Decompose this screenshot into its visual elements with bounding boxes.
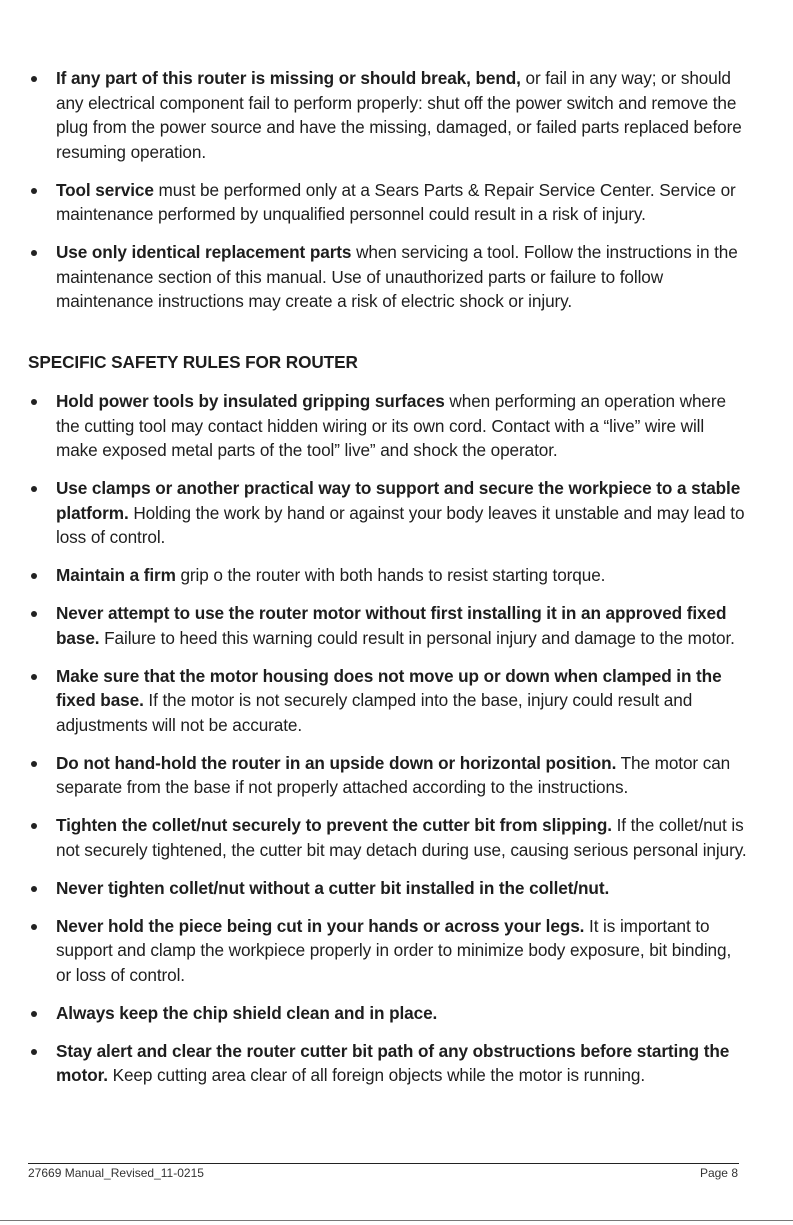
- rule-item: [28, 813, 748, 862]
- rule-text: The motor can separate from the base if not properly attached according to the instructions.: [56, 752, 731, 797]
- rule-bold-text: Tighten the collet/nut securely to prevent the cutter bit from slipping.: [56, 815, 612, 835]
- bullet-icon: [31, 486, 37, 492]
- rule-bold-text: Never tighten collet/nut without a cutter bit installed in the collet/nut.: [56, 877, 610, 898]
- rule-item: [28, 178, 748, 227]
- bullet-icon: [31, 1049, 37, 1055]
- footer-page-number: Page 8: [699, 1166, 738, 1180]
- rule-bold-text: Do not hand-hold the router in an upside down or horizontal position.: [56, 752, 617, 773]
- footer-doc-id: 27669 Manual_Revised_11-0215: [28, 1166, 204, 1180]
- rule-bold-text: Use clamps or another practical way to support and secure the workpiece to a stable platform.: [56, 478, 741, 523]
- bullet-icon: [31, 886, 37, 892]
- rule-bold-text: Use only identical replacement parts: [56, 242, 352, 262]
- bullet-icon: [31, 823, 37, 829]
- rule-bold-text: Always keep the chip shield clean and in place.: [56, 1002, 438, 1023]
- rule-text: If the collet/nut is not securely tightened, the cutter bit may detach during use, causing serious personal injury.: [56, 815, 747, 860]
- rule-bold-text: Stay alert and clear the router cutter bit path of any obstructions before starting the motor.: [56, 1040, 730, 1085]
- rule-item: [28, 1001, 748, 1026]
- bullet-icon: [31, 76, 37, 82]
- rule-item: [28, 601, 748, 650]
- general-rules-list: [28, 66, 748, 314]
- rule-item: [28, 664, 748, 738]
- rule-bold-text: Make sure that the motor housing does not move up or down when clamped in the fixed base.: [56, 665, 722, 710]
- bullet-icon: [31, 924, 37, 930]
- rule-item: [28, 1039, 748, 1088]
- rule-text: If the motor is not securely clamped into the base, injury could result and adjustments will not be accurate.: [56, 690, 693, 735]
- bullet-icon: [31, 611, 37, 617]
- rule-bold-text: Tool service: [56, 179, 154, 200]
- footer-divider: [28, 1163, 739, 1164]
- bullet-icon: [31, 761, 37, 767]
- rule-item: [28, 563, 748, 588]
- rule-text: when performing an operation where the cutting tool may contact hidden wiring or its own cord. Contact with a “live” wire will make exposed metal parts of the tool” live” and shock the operator.: [56, 391, 726, 460]
- rule-text: or fail in any way; or should any electrical component fail to perform properly: shut off the power switch and remove the plug from the power source and have the missing, damaged, or failed parts replaced before resuming operation.: [56, 68, 742, 162]
- rule-text: must be performed only at a Sears Parts & Repair Service Center. Service or maintenance performed by unqualified personnel could result in a risk of injury.: [56, 179, 736, 224]
- rule-bold-text: Maintain a firm: [56, 565, 176, 585]
- page-bottom-edge: [0, 1220, 793, 1221]
- rule-item: [28, 240, 748, 314]
- rule-item: [28, 876, 748, 901]
- rule-text: Holding the work by hand or against your body leaves it unstable and may lead to loss of control.: [56, 502, 745, 547]
- section-heading: SPECIFIC SAFETY RULES FOR ROUTER: [28, 352, 358, 372]
- bullet-icon: [31, 188, 37, 194]
- rule-text: when servicing a tool. Follow the instructions in the maintenance section of this manual. Use of unauthorized parts or failure to follow maintenance instructions may create a risk of electric shock or injury.: [56, 242, 738, 311]
- rule-item: [28, 476, 748, 550]
- rule-text: Failure to heed this warning could result in personal injury and damage to the motor.: [99, 627, 735, 648]
- rule-text: Keep cutting area clear of all foreign objects while the motor is running.: [107, 1065, 645, 1085]
- rule-text: It is important to support and clamp the workpiece properly in order to minimize body exposure, bit binding, or loss of control.: [56, 915, 732, 985]
- bullet-icon: [31, 674, 37, 680]
- rule-bold-text: Hold power tools by insulated gripping surfaces: [56, 391, 445, 411]
- rule-item: [28, 751, 748, 800]
- router-rules-list: [28, 389, 748, 1088]
- bullet-icon: [31, 1011, 37, 1017]
- rule-item: [28, 914, 748, 988]
- bullet-icon: [31, 399, 37, 405]
- bullet-icon: [31, 573, 37, 579]
- bullet-icon: [31, 250, 37, 256]
- rule-bold-text: Never attempt to use the router motor without first installing it in an approved fixed base.: [56, 603, 727, 648]
- rule-bold-text: Never hold the piece being cut in your hands or across your legs.: [56, 915, 585, 936]
- rule-text: grip o the router with both hands to resist starting torque.: [175, 565, 606, 585]
- rule-bold-text: If any part of this router is missing or should break, bend,: [56, 68, 521, 88]
- rule-item: [28, 66, 748, 164]
- rule-item: [28, 389, 748, 463]
